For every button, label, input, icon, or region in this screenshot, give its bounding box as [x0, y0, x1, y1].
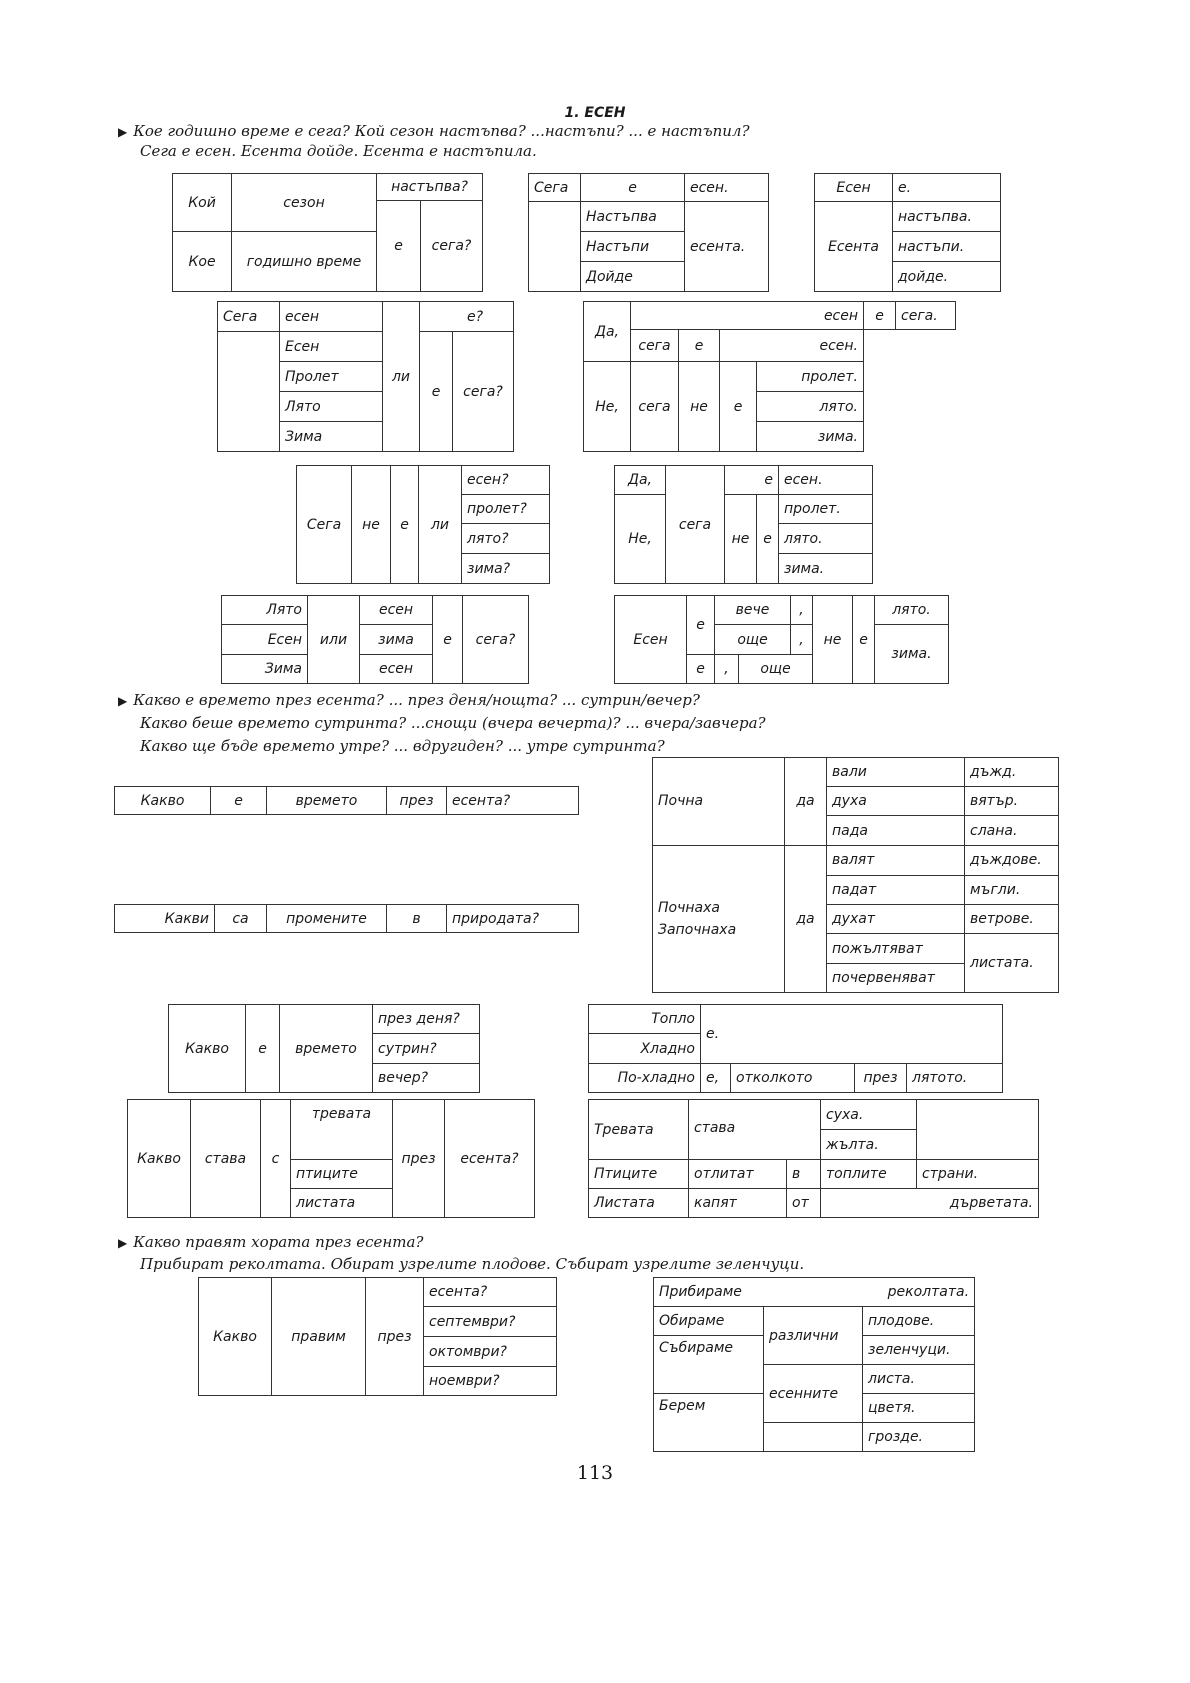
cell: не — [679, 362, 720, 452]
table-is-it-autumn — [217, 301, 514, 452]
cell: септември? — [424, 1307, 557, 1337]
cell: през — [366, 1278, 424, 1396]
cell: падат — [827, 875, 965, 904]
cell: вечер? — [373, 1064, 480, 1093]
cell: е — [853, 596, 875, 684]
table-what-happens — [127, 1099, 535, 1218]
triangle-bullet-icon: ▶ — [118, 694, 128, 708]
question-text: Какво е времето през есента? ... през деня/нощта? ... сутрин/вечер? — [133, 691, 700, 709]
cell: Не, — [615, 495, 666, 584]
cell: листата — [291, 1189, 393, 1218]
cell: дойде. — [893, 262, 1001, 292]
table-yes-no-autumn — [583, 301, 956, 452]
cell: Сега — [529, 174, 581, 202]
cell: пожълтяват — [827, 934, 965, 963]
cell: е — [211, 787, 267, 815]
cell: отлитат — [689, 1160, 787, 1189]
cell: Сега — [218, 302, 280, 332]
cell: есента? — [424, 1278, 557, 1307]
table-warm-cold — [588, 1004, 1003, 1093]
cell: Лято — [222, 596, 308, 625]
cell: есен. — [720, 330, 864, 362]
table-what-changes — [114, 904, 579, 933]
cell: листа. — [863, 1365, 975, 1394]
table-which-season — [172, 173, 483, 292]
table-now-autumn — [528, 173, 769, 292]
cell: сега? — [421, 201, 483, 292]
cell: е — [420, 332, 453, 452]
answer-1: Сега е есен. Есента дойде. Есента е настъпила. — [140, 142, 537, 160]
cell: различни — [764, 1307, 863, 1365]
cell: пролет. — [757, 362, 864, 392]
answer-2: Какво беше времето сутринта? ...снощи (вчера вечерта)? ... вчера/завчера? — [140, 714, 766, 732]
cell: Обираме — [654, 1307, 764, 1336]
cell — [864, 330, 956, 452]
cell: или — [308, 596, 360, 684]
cell — [917, 1100, 1039, 1160]
cell-text: Почнаха — [658, 899, 720, 916]
table-yes-no-now — [614, 465, 873, 584]
cell: зима. — [757, 422, 864, 452]
cell: Какви — [115, 905, 215, 933]
cell: през — [855, 1064, 907, 1093]
cell: цветя. — [863, 1394, 975, 1423]
cell: пролет. — [779, 495, 873, 524]
cell: отколкото — [731, 1064, 855, 1093]
cell: е — [433, 596, 463, 684]
cell: Топло — [589, 1005, 701, 1034]
cell: Да, — [584, 302, 631, 362]
cell — [764, 1423, 863, 1452]
cell: есента. — [685, 202, 769, 292]
cell: слана. — [965, 816, 1059, 845]
cell: пада — [827, 816, 965, 845]
cell: още — [715, 625, 791, 655]
cell: Есен — [280, 332, 383, 362]
cell: през деня? — [373, 1005, 480, 1034]
cell: не — [813, 596, 853, 684]
cell: суха. — [821, 1100, 917, 1130]
cell: е. — [701, 1005, 1003, 1064]
cell: е? — [420, 302, 514, 332]
question-text: Кое годишно време е сега? Кой сезон настъпва? ...настъпи? ... е настъпил? — [133, 122, 750, 140]
cell: Сега — [297, 466, 352, 584]
cell: Хладно — [589, 1034, 701, 1064]
cell: Есен — [222, 625, 308, 655]
cell: зима. — [875, 625, 949, 684]
cell: ветрове. — [965, 905, 1059, 934]
table-weather-during — [168, 1004, 480, 1093]
cell: дърветата. — [821, 1189, 1039, 1218]
cell: есен? — [462, 466, 550, 495]
cell: Настъпва — [581, 202, 685, 232]
cell: , — [715, 655, 739, 684]
cell: времето — [280, 1005, 373, 1093]
page-number: 113 — [576, 1462, 614, 1484]
cell — [529, 202, 581, 292]
cell: есента? — [447, 787, 579, 815]
cell: сега? — [463, 596, 529, 684]
cell: е — [581, 174, 685, 202]
cell: Почна — [653, 758, 785, 846]
cell: есен — [360, 655, 433, 684]
cell: капят — [689, 1189, 787, 1218]
cell: лятото. — [907, 1064, 1003, 1093]
cell: валят — [827, 845, 965, 875]
cell: Лято — [280, 392, 383, 422]
cell: зима? — [462, 554, 550, 584]
cell: грозде. — [863, 1423, 975, 1452]
cell: Не, — [584, 362, 631, 452]
cell — [653, 845, 785, 992]
cell: става — [191, 1100, 261, 1218]
cell: е — [377, 201, 421, 292]
cell: есента? — [445, 1100, 535, 1218]
cell: сега — [631, 330, 679, 362]
cell: с — [261, 1100, 291, 1218]
cell: от — [787, 1189, 821, 1218]
cell: през — [387, 787, 447, 815]
cell: Кое — [173, 232, 232, 292]
cell: тревата — [291, 1100, 393, 1160]
cell: времето — [267, 787, 387, 815]
cell: зима — [360, 625, 433, 655]
cell: природата? — [447, 905, 579, 933]
cell: правим — [272, 1278, 366, 1396]
cell: е — [246, 1005, 280, 1093]
cell: реколтата. — [863, 1278, 975, 1307]
question-3 — [118, 1233, 423, 1251]
cell: става — [689, 1100, 821, 1160]
cell: , — [791, 596, 813, 625]
table-we-harvest — [653, 1277, 975, 1452]
cell: , — [791, 625, 813, 655]
cell: Да, — [615, 466, 666, 495]
question-text: Какво правят хората през есента? — [133, 1233, 424, 1251]
cell: есен. — [779, 466, 873, 495]
cell: сега — [631, 362, 679, 452]
cell: Зима — [222, 655, 308, 684]
table-already-still — [614, 595, 949, 684]
cell: лято. — [875, 596, 949, 625]
cell: в — [787, 1160, 821, 1189]
table-autumn-came — [814, 173, 1001, 292]
cell: сега? — [453, 332, 514, 452]
question-2 — [118, 691, 700, 709]
triangle-bullet-icon: ▶ — [118, 1236, 128, 1250]
cell: годишно време — [232, 232, 377, 292]
table-what-weather — [114, 786, 579, 815]
cell: са — [215, 905, 267, 933]
triangle-bullet-icon: ▶ — [118, 125, 128, 139]
cell: да — [785, 758, 827, 846]
cell: е — [720, 362, 757, 452]
cell: е. — [893, 174, 1001, 202]
cell-text: Започнаха — [658, 921, 737, 938]
table-summer-or-autumn — [221, 595, 529, 684]
cell: ли — [383, 302, 420, 452]
cell: листата. — [965, 934, 1059, 993]
cell: жълта. — [821, 1130, 917, 1160]
cell: Есен — [815, 174, 893, 202]
cell: зеленчуци. — [863, 1336, 975, 1365]
cell: е, — [701, 1064, 731, 1093]
cell: не — [725, 495, 757, 584]
cell: Берем — [654, 1394, 764, 1452]
cell: сутрин? — [373, 1034, 480, 1064]
cell: дъжд. — [965, 758, 1059, 787]
cell: Какво — [169, 1005, 246, 1093]
cell: вали — [827, 758, 965, 787]
cell: Какво — [199, 1278, 272, 1396]
cell: Настъпи — [581, 232, 685, 262]
cell: мъгли. — [965, 875, 1059, 904]
cell: есен. — [685, 174, 769, 202]
cell: не — [352, 466, 391, 584]
cell: Пролет — [280, 362, 383, 392]
cell: есен — [631, 302, 864, 330]
cell: промените — [267, 905, 387, 933]
cell: лято. — [757, 392, 864, 422]
cell: в — [387, 905, 447, 933]
cell: зима. — [779, 554, 873, 584]
cell: Кой — [173, 174, 232, 232]
cell: почервеняват — [827, 963, 965, 992]
cell: Прибираме — [654, 1278, 863, 1307]
table-what-we-do — [198, 1277, 557, 1396]
cell: Какво — [115, 787, 211, 815]
cell: е — [757, 495, 779, 584]
answer-3: Прибират реколтата. Обират узрелите плодове. Събират узрелите зеленчуци. — [140, 1255, 805, 1273]
page-title: 1. ЕСЕН — [564, 105, 626, 121]
cell: пролет? — [462, 495, 550, 524]
cell: е — [725, 466, 779, 495]
cell: вятър. — [965, 787, 1059, 816]
cell: лято. — [779, 524, 873, 554]
cell: сега — [666, 466, 725, 584]
cell: дъждове. — [965, 845, 1059, 875]
cell: още — [739, 655, 813, 684]
cell: настъпи. — [893, 232, 1001, 262]
table-grass-birds-leaves — [588, 1099, 1039, 1218]
cell: е — [679, 330, 720, 362]
cell: Есен — [615, 596, 687, 684]
cell: Какво — [128, 1100, 191, 1218]
cell: Тревата — [589, 1100, 689, 1160]
cell: Дойде — [581, 262, 685, 292]
cell: Есента — [815, 202, 893, 292]
question-1 — [118, 122, 750, 140]
cell: Зима — [280, 422, 383, 452]
cell: октомври? — [424, 1337, 557, 1367]
cell: е — [687, 596, 715, 655]
cell: есен — [360, 596, 433, 625]
table-it-started — [652, 757, 1059, 993]
cell: птиците — [291, 1160, 393, 1189]
cell: вече — [715, 596, 791, 625]
cell: есенните — [764, 1365, 863, 1423]
cell: духат — [827, 905, 965, 934]
cell: По-хладно — [589, 1064, 701, 1093]
cell: плодове. — [863, 1307, 975, 1336]
cell: топлите — [821, 1160, 917, 1189]
cell: сега. — [896, 302, 956, 330]
answer-2b: Какво ще бъде времето утре? ... вдругиден? ... утре сутринта? — [140, 737, 665, 755]
cell: духа — [827, 787, 965, 816]
cell: есен — [280, 302, 383, 332]
table-is-it-not — [296, 465, 550, 584]
cell: страни. — [917, 1160, 1039, 1189]
cell: Птиците — [589, 1160, 689, 1189]
cell: е — [687, 655, 715, 684]
cell: Събираме — [654, 1336, 764, 1394]
cell: е — [391, 466, 419, 584]
cell: ли — [419, 466, 462, 584]
cell: Листата — [589, 1189, 689, 1218]
cell: през — [393, 1100, 445, 1218]
cell — [218, 332, 280, 452]
cell: сезон — [232, 174, 377, 232]
cell: настъпва. — [893, 202, 1001, 232]
cell: лято? — [462, 524, 550, 554]
cell: да — [785, 845, 827, 992]
cell: ноември? — [424, 1367, 557, 1396]
cell: е — [864, 302, 896, 330]
cell: настъпва? — [377, 174, 483, 201]
